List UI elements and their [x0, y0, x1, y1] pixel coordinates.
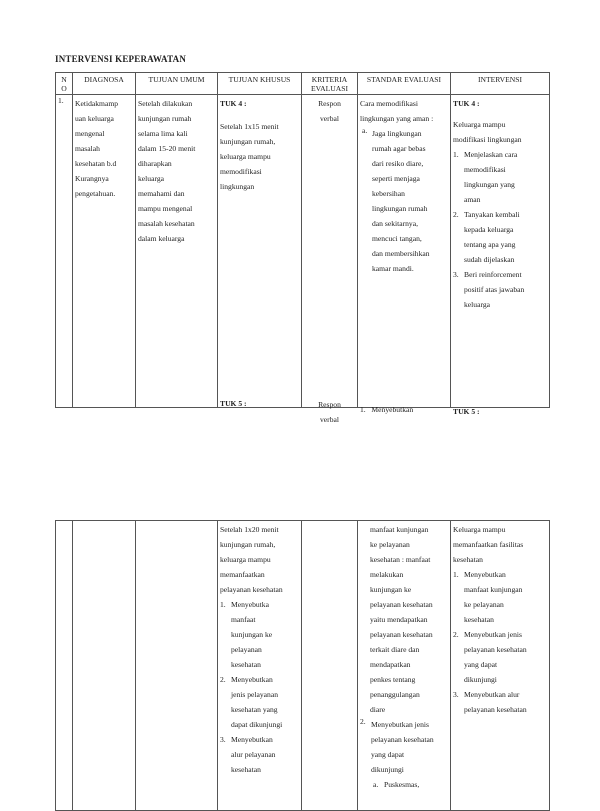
text-line: lingkungan yang aman :	[360, 114, 434, 123]
standar-item-2: 2. Menyebutkan jenis pelayanan kesehatan yang dapat dikunjungi	[360, 717, 448, 777]
text-line: mengenal	[75, 129, 105, 138]
text-line: Menyebutkan jenis	[464, 630, 522, 639]
text-line: manfaat kunjungan	[464, 585, 523, 594]
text-line: yang dapat	[371, 750, 405, 759]
text-line: keluarga mampu	[220, 152, 271, 161]
text-line: Keluarga mampu	[453, 120, 506, 129]
text-line: verbal	[320, 114, 339, 123]
cell-kriteria	[302, 521, 358, 811]
header-standar-evaluasi: STANDAR EVALUASI	[358, 73, 451, 95]
text-line: Respon	[318, 99, 341, 108]
text-line: kesehatan	[231, 765, 261, 774]
text-line: diharapkan	[138, 159, 172, 168]
cell-intervensi	[451, 521, 550, 811]
text-line: memanfaatkan	[220, 570, 265, 579]
text-line: Menyebutkan	[231, 675, 273, 684]
text-line: kesehatan b.d	[75, 159, 117, 168]
text-line: Respon	[318, 400, 341, 409]
intervention-table-bottom	[55, 520, 550, 811]
text-line: pelayanan kesehatan	[370, 630, 433, 639]
cell-no: 1.	[56, 95, 73, 408]
text-line: dapat dikunjungi	[231, 720, 283, 729]
text-line: Kurangnya	[75, 174, 109, 183]
text-line: kunjungan ke	[231, 630, 273, 639]
text-line: kepada keluarga	[464, 225, 514, 234]
cell-tujuan-khusus	[218, 95, 302, 408]
text-line: kunjungan rumah,	[220, 540, 276, 549]
table-row	[56, 95, 550, 408]
text-line: Beri reinforcement	[464, 270, 522, 279]
text-line: Menyebutkan	[231, 735, 273, 744]
list-number: 1.	[453, 570, 459, 579]
int-tuk5-label: TUK 5 :	[453, 407, 480, 416]
header-kriteria-evaluasi: KRITERIA EVALUASI	[302, 73, 358, 95]
text-line: selama lima kali	[138, 129, 188, 138]
text-line: Setelah 1x20 menit	[220, 525, 279, 534]
text-line: positif atas jawaban	[464, 285, 525, 294]
header-tujuan-khusus: TUJUAN KHUSUS	[218, 73, 302, 95]
header-intervensi: INTERVENSI	[451, 73, 550, 95]
list-item	[220, 732, 299, 777]
text-line: kesehatan : manfaat	[370, 555, 431, 564]
list-number: 1.	[220, 600, 226, 609]
text-line: masalah	[75, 144, 100, 153]
cell-standar	[358, 95, 451, 414]
text-line: jenis pelayanan	[231, 690, 279, 699]
int-tuk4-label: TUK 4 :	[453, 99, 480, 108]
cell-intervensi	[451, 95, 550, 416]
text-line: uan keluarga	[75, 114, 114, 123]
list-number: 2.	[453, 630, 459, 639]
text-line: Keluarga mampu	[453, 525, 506, 534]
text-line: yaitu mendapatkan	[370, 615, 428, 624]
text-line: kunjungan rumah	[138, 114, 192, 123]
text-line: memodifikasi	[220, 167, 262, 176]
text-line: modifikasi lingkungan	[453, 135, 522, 144]
text-line: alur pelayanan	[231, 750, 276, 759]
text-line: manfaat kunjungan	[370, 525, 429, 534]
list-item	[220, 672, 299, 732]
cell-standar	[358, 521, 451, 811]
text-line: keluarga	[464, 300, 491, 309]
tuk5-label: TUK 5 :	[220, 399, 247, 408]
text-line: memahami dan	[138, 189, 185, 198]
header-tujuan-umum: TUJUAN UMUM	[136, 73, 218, 95]
list-item	[453, 567, 547, 627]
text-line: terkait diare dan	[370, 645, 420, 654]
text-line: sudah dijelaskan	[464, 255, 515, 264]
text-line: kesehatan	[231, 660, 261, 669]
text-line: mendapatkan	[370, 660, 411, 669]
text-line: kamar mandi.	[372, 264, 414, 273]
table-header-row	[56, 73, 550, 95]
cell-no	[56, 521, 73, 811]
text-line: dalam 15-20 menit	[138, 144, 196, 153]
text-line: ke pelayanan	[464, 600, 504, 609]
text-line: ke pelayanan	[370, 540, 410, 549]
text-line: dikunjungi	[371, 765, 404, 774]
text-line: kebersihan	[372, 189, 405, 198]
text-line: aman	[464, 195, 481, 204]
text-line: dan sekitarnya,	[372, 219, 418, 228]
text-line: dari resiko diare,	[372, 159, 424, 168]
text-line: keluarga mampu	[220, 555, 271, 564]
text-line: tentang apa yang	[464, 240, 516, 249]
text-line: memodifikasi	[464, 165, 506, 174]
text-line: Tanyakan kembali	[464, 210, 520, 219]
cell-tujuan-umum	[136, 95, 218, 408]
header-diagnosa: DIAGNOSA	[73, 73, 136, 95]
text-line: verbal	[320, 415, 339, 424]
text-line: Setelah dilakukan	[138, 99, 193, 108]
list-item	[453, 627, 547, 687]
text-line: Jaga lingkungan	[372, 129, 422, 138]
list-marker: a.	[362, 126, 368, 135]
list-number: 2.	[453, 210, 459, 219]
text-line: manfaat	[231, 615, 256, 624]
list-item	[453, 207, 547, 267]
text-line: kunjungan ke	[370, 585, 412, 594]
text-line: Setelah 1x15 menit	[220, 122, 279, 131]
text-line: pelayanan kesehatan	[464, 645, 527, 654]
text-line: penkes tentang	[370, 675, 416, 684]
list-item	[453, 267, 547, 312]
header-no: N O	[56, 73, 73, 95]
text-line: Ketidakmamp	[75, 99, 119, 108]
text-line: rumah agar bebas	[372, 144, 426, 153]
text-line: melakukan	[370, 570, 404, 579]
tuk4-label: TUK 4 :	[220, 99, 247, 108]
text-line: penanggulangan	[370, 690, 420, 699]
standar-sub-item: a. Puskesmas,	[373, 780, 420, 789]
text-line: dikunjungi	[464, 675, 497, 684]
cell-tujuan-umum	[136, 521, 218, 811]
text-line: Menyebutkan alur	[464, 690, 520, 699]
text-line: pelayanan	[231, 645, 262, 654]
cell-diagnosa	[73, 95, 136, 408]
text-line: memanfaatkan fasilitas	[453, 540, 524, 549]
cell-kriteria	[302, 95, 358, 424]
text-line: mencuci tangan,	[372, 234, 422, 243]
text-line: lingkungan yang	[464, 180, 515, 189]
text-line: kesehatan	[464, 615, 494, 624]
text-line: lingkungan	[220, 182, 255, 191]
cell-tujuan-khusus	[218, 521, 302, 811]
text-line: pelayanan kesehatan	[464, 705, 527, 714]
list-item	[453, 687, 547, 717]
text-line: pengetahuan.	[75, 189, 116, 198]
text-line: lingkungan rumah	[372, 204, 428, 213]
text-line: yang dapat	[464, 660, 498, 669]
intervention-table-top	[55, 72, 550, 424]
text-line: masalah kesehatan	[138, 219, 195, 228]
text-line: diare	[370, 705, 386, 714]
text-line: Menyebutka	[231, 600, 269, 609]
text-line: Menjelaskan cara	[464, 150, 518, 159]
text-line: pelayanan kesehatan	[371, 735, 434, 744]
text-line: pelayanan kesehatan	[370, 600, 433, 609]
standar-next: 1. Menyebutkan	[360, 405, 414, 414]
text-line: kunjungan rumah,	[220, 137, 276, 146]
list-number: 2.	[220, 675, 226, 684]
list-number: 3.	[453, 690, 459, 699]
list-item	[453, 147, 547, 207]
text-line: Cara memodifikasi	[360, 99, 418, 108]
text-line: dan membersihkan	[372, 249, 430, 258]
text-line: Menyebutkan	[464, 570, 506, 579]
text-line: dalam keluarga	[138, 234, 185, 243]
list-number: 3.	[220, 735, 226, 744]
text-line: keluarga	[138, 174, 165, 183]
cell-diagnosa	[73, 521, 136, 811]
text-line: seperti menjaga	[372, 174, 420, 183]
table-row	[56, 521, 550, 811]
list-item	[220, 597, 299, 672]
text-line: Menyebutkan jenis	[371, 720, 429, 729]
text-line: kesehatan	[453, 555, 483, 564]
list-number: 1.	[453, 150, 459, 159]
text-line: kesehatan yang	[231, 705, 278, 714]
text-line: mampu mengenal	[138, 204, 193, 213]
text-line: pelayanan kesehatan	[220, 585, 283, 594]
page-title: INTERVENSI KEPERAWATAN	[55, 54, 187, 64]
list-number: 3.	[453, 270, 459, 279]
